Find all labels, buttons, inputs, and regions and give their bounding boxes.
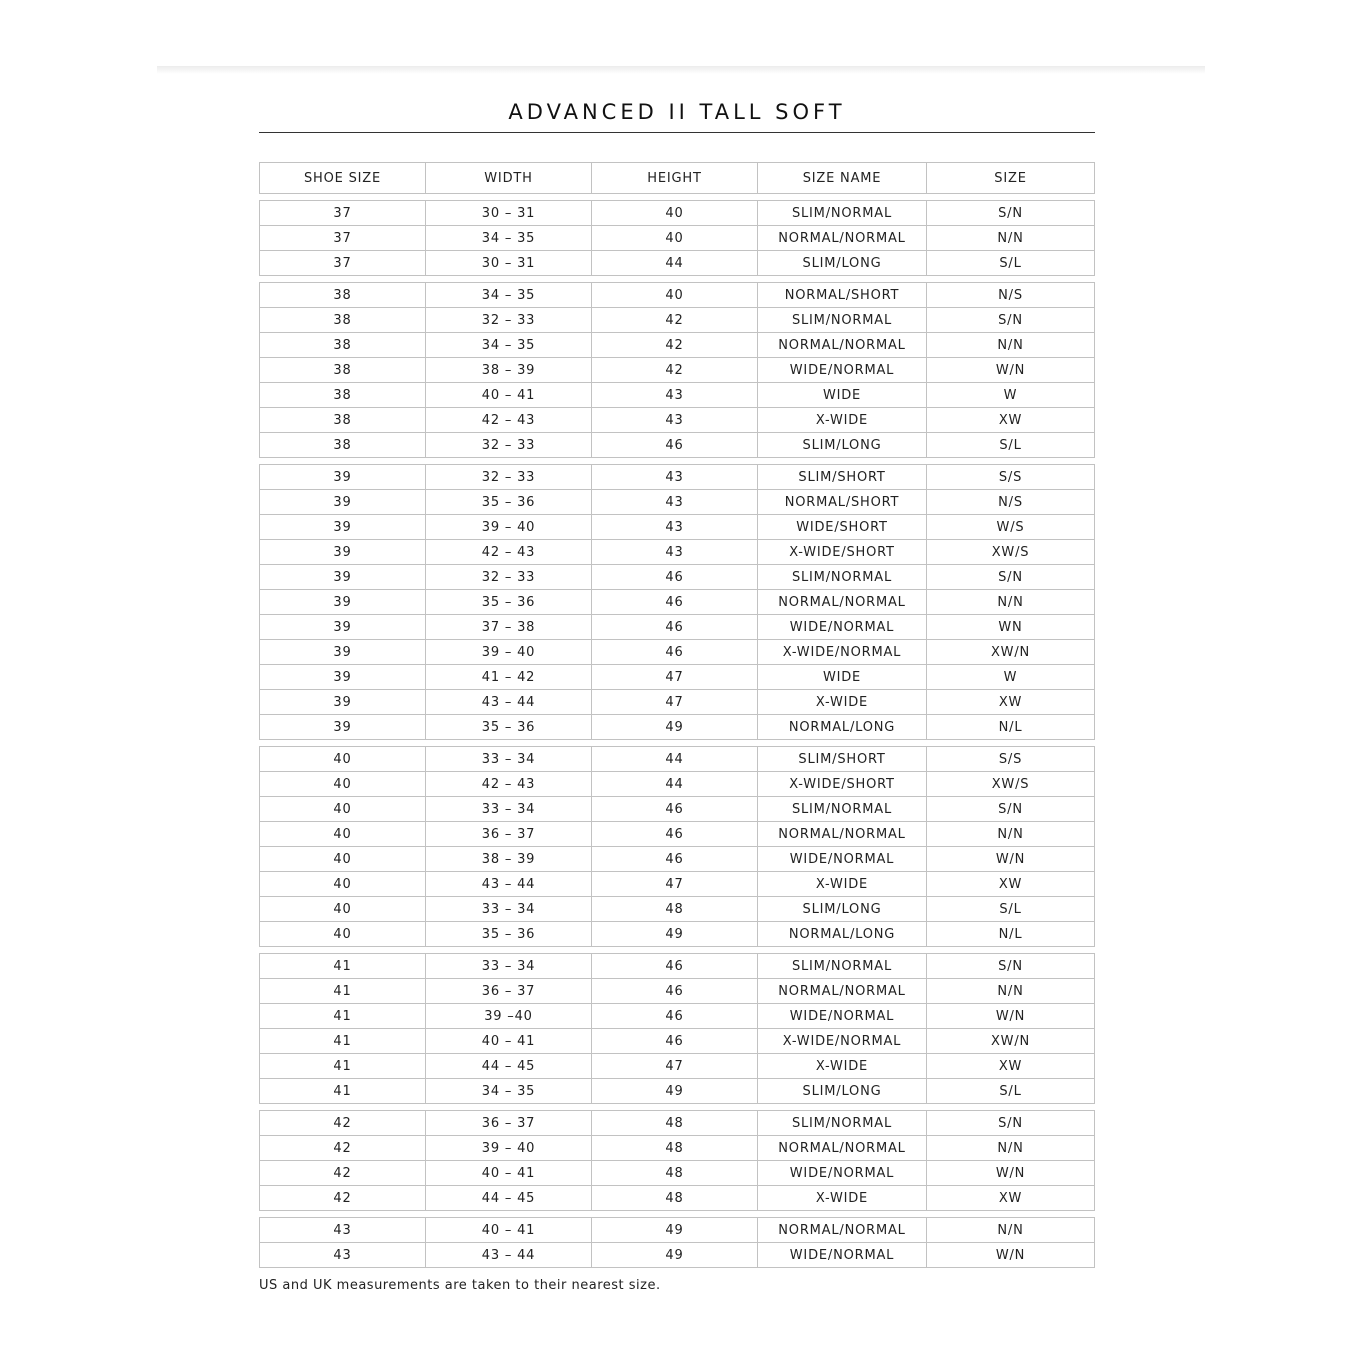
shoe-size-cell: 37 [260,251,426,276]
height-cell: 49 [592,715,758,740]
size-cell: W/S [927,515,1095,540]
width-cell: 34 – 35 [426,226,592,251]
height-cell: 46 [592,822,758,847]
width-cell: 34 – 35 [426,283,592,308]
width-cell: 39 – 40 [426,515,592,540]
shoe-size-cell: 42 [260,1186,426,1211]
width-cell: 30 – 31 [426,201,592,226]
size-group-table [259,200,1095,276]
size-name-cell: WIDE/NORMAL [758,1243,927,1268]
size-cell: W/N [927,1243,1095,1268]
column-header-shoe-size: SHOE SIZE [260,163,426,194]
size-name-cell: SLIM/NORMAL [758,201,927,226]
width-cell: 33 – 34 [426,747,592,772]
height-cell: 43 [592,465,758,490]
height-cell: 46 [592,847,758,872]
shoe-size-cell: 39 [260,565,426,590]
height-cell: 40 [592,283,758,308]
shoe-size-cell: 41 [260,1004,426,1029]
shoe-size-cell: 40 [260,797,426,822]
size-name-cell: NORMAL/SHORT [758,490,927,515]
shoe-size-cell: 38 [260,283,426,308]
size-name-cell: X-WIDE/SHORT [758,772,927,797]
size-name-cell: X-WIDE [758,690,927,715]
width-cell: 36 – 37 [426,822,592,847]
height-cell: 46 [592,565,758,590]
table-row [260,540,1095,565]
size-name-cell: NORMAL/NORMAL [758,1136,927,1161]
size-name-cell: X-WIDE/NORMAL [758,640,927,665]
size-cell: S/L [927,433,1095,458]
size-cell: W [927,665,1095,690]
height-cell: 43 [592,490,758,515]
height-cell: 42 [592,308,758,333]
size-group-table [259,953,1095,1104]
table-row [260,847,1095,872]
height-cell: 49 [592,922,758,947]
table-row [260,640,1095,665]
table-row [260,333,1095,358]
height-cell: 49 [592,1243,758,1268]
size-name-cell: SLIM/LONG [758,897,927,922]
column-header-height: HEIGHT [592,163,758,194]
size-name-cell: SLIM/SHORT [758,465,927,490]
size-group-table [259,282,1095,458]
width-cell: 39 – 40 [426,1136,592,1161]
table-row [260,615,1095,640]
shoe-size-cell: 41 [260,1054,426,1079]
width-cell: 43 – 44 [426,1243,592,1268]
size-name-cell: WIDE [758,665,927,690]
size-chart [259,96,1095,1293]
height-cell: 48 [592,1161,758,1186]
height-cell: 46 [592,1029,758,1054]
shoe-size-cell: 42 [260,1136,426,1161]
page-title: ADVANCED II TALL SOFT [259,96,1095,133]
column-header-size-name: SIZE NAME [758,163,927,194]
size-cell: N/N [927,590,1095,615]
shoe-size-cell: 38 [260,333,426,358]
table-row [260,465,1095,490]
table-row [260,251,1095,276]
height-cell: 46 [592,1004,758,1029]
shoe-size-cell: 37 [260,201,426,226]
width-cell: 35 – 36 [426,490,592,515]
shoe-size-cell: 38 [260,308,426,333]
size-cell: XW [927,408,1095,433]
height-cell: 44 [592,772,758,797]
shoe-size-cell: 39 [260,540,426,565]
column-header-size: SIZE [927,163,1095,194]
width-cell: 38 – 39 [426,847,592,872]
size-name-cell: X-WIDE [758,872,927,897]
table-row [260,433,1095,458]
table-row [260,590,1095,615]
size-name-cell: X-WIDE [758,408,927,433]
size-group-table [259,1110,1095,1211]
size-cell: N/N [927,822,1095,847]
size-cell: W/N [927,1004,1095,1029]
table-row [260,408,1095,433]
size-cell: S/S [927,465,1095,490]
size-name-cell: WIDE/NORMAL [758,847,927,872]
width-cell: 40 – 41 [426,1029,592,1054]
size-cell: N/N [927,1136,1095,1161]
shoe-size-cell: 38 [260,383,426,408]
size-name-cell: WIDE/SHORT [758,515,927,540]
size-cell: N/S [927,283,1095,308]
size-name-cell: X-WIDE/SHORT [758,540,927,565]
shoe-size-cell: 39 [260,640,426,665]
size-name-cell: WIDE/NORMAL [758,615,927,640]
table-row [260,383,1095,408]
size-cell: S/L [927,1079,1095,1104]
width-cell: 40 – 41 [426,1218,592,1243]
size-name-cell: NORMAL/LONG [758,922,927,947]
size-name-cell: SLIM/NORMAL [758,308,927,333]
height-cell: 49 [592,1218,758,1243]
height-cell: 46 [592,615,758,640]
table-row [260,1186,1095,1211]
height-cell: 46 [592,640,758,665]
height-cell: 47 [592,690,758,715]
width-cell: 42 – 43 [426,408,592,433]
size-cell: S/N [927,565,1095,590]
size-name-cell: NORMAL/LONG [758,715,927,740]
shoe-size-cell: 40 [260,772,426,797]
size-name-cell: WIDE/NORMAL [758,1161,927,1186]
height-cell: 48 [592,1111,758,1136]
size-name-cell: NORMAL/SHORT [758,283,927,308]
shoe-size-cell: 42 [260,1111,426,1136]
table-row [260,308,1095,333]
size-name-cell: X-WIDE/NORMAL [758,1029,927,1054]
footnote: US and UK measurements are taken to their nearest size. [259,1278,661,1293]
table-row [260,872,1095,897]
height-cell: 46 [592,797,758,822]
height-cell: 47 [592,665,758,690]
size-cell: XW [927,690,1095,715]
shoe-size-cell: 39 [260,665,426,690]
size-name-cell: SLIM/NORMAL [758,1111,927,1136]
size-name-cell: SLIM/SHORT [758,747,927,772]
width-cell: 32 – 33 [426,433,592,458]
size-name-cell: NORMAL/NORMAL [758,979,927,1004]
width-cell: 35 – 36 [426,590,592,615]
size-cell: W [927,383,1095,408]
shoe-size-cell: 41 [260,1079,426,1104]
size-cell: W/N [927,847,1095,872]
header-table [259,162,1095,194]
height-cell: 46 [592,433,758,458]
header-row [260,163,1095,194]
size-name-cell: WIDE [758,383,927,408]
table-row [260,665,1095,690]
size-cell: S/N [927,797,1095,822]
height-cell: 47 [592,1054,758,1079]
width-cell: 43 – 44 [426,872,592,897]
height-cell: 44 [592,251,758,276]
width-cell: 43 – 44 [426,690,592,715]
top-divider-band [157,66,1205,74]
size-cell: S/N [927,308,1095,333]
size-cell: W/N [927,358,1095,383]
table-row [260,922,1095,947]
size-cell: XW/N [927,640,1095,665]
size-name-cell: NORMAL/NORMAL [758,1218,927,1243]
table-row [260,1243,1095,1268]
size-cell: S/N [927,201,1095,226]
size-cell: N/S [927,490,1095,515]
table-row [260,565,1095,590]
size-cell: S/L [927,897,1095,922]
shoe-size-cell: 39 [260,590,426,615]
shoe-size-cell: 37 [260,226,426,251]
shoe-size-cell: 41 [260,979,426,1004]
table-row [260,283,1095,308]
size-cell: N/N [927,226,1095,251]
width-cell: 36 – 37 [426,1111,592,1136]
shoe-size-cell: 43 [260,1243,426,1268]
width-cell: 39 – 40 [426,640,592,665]
table-row [260,201,1095,226]
shoe-size-cell: 40 [260,747,426,772]
size-name-cell: SLIM/NORMAL [758,565,927,590]
shoe-size-cell: 39 [260,515,426,540]
shoe-size-cell: 38 [260,433,426,458]
table-row [260,1079,1095,1104]
shoe-size-cell: 43 [260,1218,426,1243]
width-cell: 34 – 35 [426,333,592,358]
size-cell: W/N [927,1161,1095,1186]
height-cell: 46 [592,979,758,1004]
size-cell: XW/S [927,540,1095,565]
height-cell: 43 [592,383,758,408]
height-cell: 48 [592,1186,758,1211]
height-cell: 43 [592,515,758,540]
shoe-size-cell: 38 [260,408,426,433]
width-cell: 33 – 34 [426,897,592,922]
size-name-cell: WIDE/NORMAL [758,358,927,383]
width-cell: 32 – 33 [426,465,592,490]
size-name-cell: NORMAL/NORMAL [758,590,927,615]
size-cell: S/N [927,1111,1095,1136]
size-cell: S/L [927,251,1095,276]
width-cell: 41 – 42 [426,665,592,690]
width-cell: 35 – 36 [426,922,592,947]
size-name-cell: NORMAL/NORMAL [758,822,927,847]
width-cell: 35 – 36 [426,715,592,740]
size-group-table [259,746,1095,947]
size-cell: N/N [927,1218,1095,1243]
width-cell: 44 – 45 [426,1186,592,1211]
size-name-cell: X-WIDE [758,1054,927,1079]
size-cell: WN [927,615,1095,640]
width-cell: 40 – 41 [426,383,592,408]
table-row [260,1136,1095,1161]
table-row [260,822,1095,847]
size-name-cell: SLIM/NORMAL [758,954,927,979]
size-cell: XW [927,1054,1095,1079]
height-cell: 43 [592,540,758,565]
size-cell: XW [927,872,1095,897]
height-cell: 47 [592,872,758,897]
shoe-size-cell: 39 [260,465,426,490]
size-cell: N/N [927,333,1095,358]
height-cell: 48 [592,1136,758,1161]
height-cell: 40 [592,226,758,251]
table-row [260,1161,1095,1186]
table-row [260,797,1095,822]
width-cell: 42 – 43 [426,772,592,797]
shoe-size-cell: 38 [260,358,426,383]
shoe-size-cell: 39 [260,690,426,715]
table-row [260,1054,1095,1079]
size-name-cell: NORMAL/NORMAL [758,226,927,251]
table-row [260,358,1095,383]
table-row [260,226,1095,251]
shoe-size-cell: 40 [260,822,426,847]
size-name-cell: SLIM/NORMAL [758,797,927,822]
width-cell: 32 – 33 [426,565,592,590]
width-cell: 42 – 43 [426,540,592,565]
table-row [260,979,1095,1004]
table-row [260,747,1095,772]
width-cell: 40 – 41 [426,1161,592,1186]
shoe-size-cell: 41 [260,1029,426,1054]
size-cell: S/S [927,747,1095,772]
shoe-size-cell: 40 [260,847,426,872]
table-row [260,715,1095,740]
table-row [260,515,1095,540]
column-header-width: WIDTH [426,163,592,194]
shoe-size-cell: 40 [260,872,426,897]
height-cell: 42 [592,333,758,358]
height-cell: 48 [592,897,758,922]
table-row [260,897,1095,922]
shoe-size-cell: 40 [260,922,426,947]
shoe-size-cell: 41 [260,954,426,979]
height-cell: 46 [592,590,758,615]
size-group-table [259,464,1095,740]
table-row [260,772,1095,797]
table-row [260,1004,1095,1029]
table-row [260,690,1095,715]
width-cell: 34 – 35 [426,1079,592,1104]
width-cell: 39 –40 [426,1004,592,1029]
width-cell: 44 – 45 [426,1054,592,1079]
height-cell: 42 [592,358,758,383]
shoe-size-cell: 39 [260,490,426,515]
width-cell: 38 – 39 [426,358,592,383]
size-group-table [259,1217,1095,1268]
height-cell: 43 [592,408,758,433]
height-cell: 46 [592,954,758,979]
size-name-cell: SLIM/LONG [758,1079,927,1104]
size-cell: XW [927,1186,1095,1211]
height-cell: 49 [592,1079,758,1104]
shoe-size-cell: 40 [260,897,426,922]
size-name-cell: SLIM/LONG [758,433,927,458]
size-name-cell: X-WIDE [758,1186,927,1211]
table-row [260,490,1095,515]
width-cell: 37 – 38 [426,615,592,640]
size-cell: XW/S [927,772,1095,797]
height-cell: 44 [592,747,758,772]
size-groups [259,200,1095,1268]
size-name-cell: SLIM/LONG [758,251,927,276]
table-row [260,1029,1095,1054]
width-cell: 36 – 37 [426,979,592,1004]
size-name-cell: WIDE/NORMAL [758,1004,927,1029]
width-cell: 33 – 34 [426,797,592,822]
size-cell: XW/N [927,1029,1095,1054]
shoe-size-cell: 39 [260,715,426,740]
shoe-size-cell: 39 [260,615,426,640]
table-row [260,1111,1095,1136]
size-cell: S/N [927,954,1095,979]
size-cell: N/N [927,979,1095,1004]
shoe-size-cell: 42 [260,1161,426,1186]
width-cell: 33 – 34 [426,954,592,979]
size-name-cell: NORMAL/NORMAL [758,333,927,358]
size-cell: N/L [927,715,1095,740]
width-cell: 32 – 33 [426,308,592,333]
width-cell: 30 – 31 [426,251,592,276]
height-cell: 40 [592,201,758,226]
table-row [260,1218,1095,1243]
size-cell: N/L [927,922,1095,947]
table-row [260,954,1095,979]
